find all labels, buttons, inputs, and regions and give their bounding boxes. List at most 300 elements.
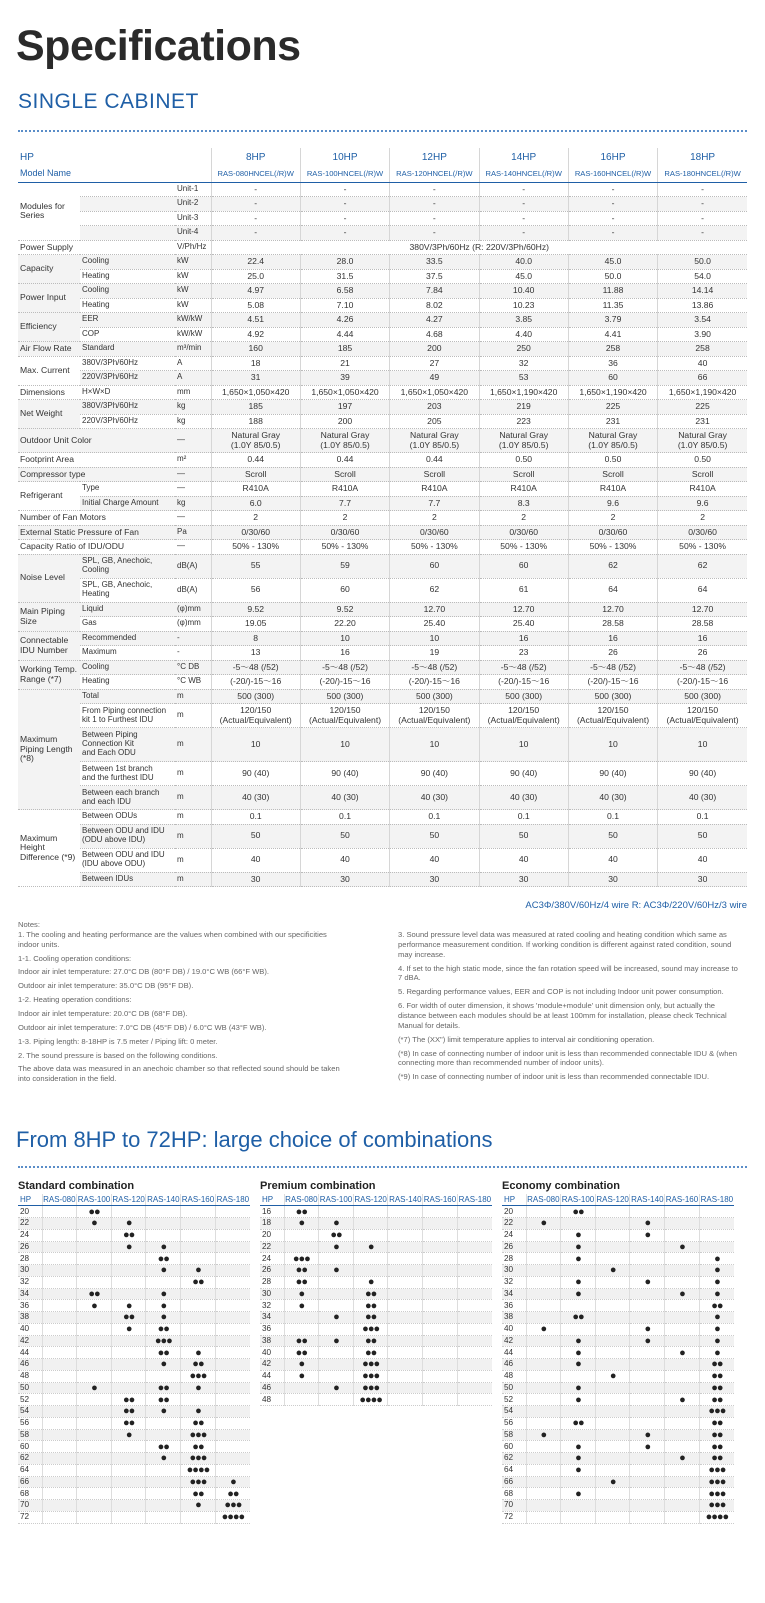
hp-value: 14HP: [479, 148, 568, 166]
combo-row: [260, 1218, 492, 1230]
spec-row: [18, 631, 747, 646]
combo-dots: [146, 1206, 181, 1218]
combo-dots: [353, 1253, 388, 1265]
spec-value: Scroll: [300, 467, 389, 482]
spec-value: R410A: [568, 482, 657, 497]
spec-value: 33.5: [390, 255, 479, 270]
combo-dots: ●: [630, 1429, 665, 1441]
spec-value: 26: [658, 646, 747, 661]
combo-hp: 46: [260, 1382, 284, 1394]
combo-dots: [457, 1370, 492, 1382]
combo-row: [502, 1441, 734, 1453]
combo-dots: [181, 1229, 216, 1241]
combo-hp: 62: [18, 1453, 42, 1465]
spec-sub-label: Maximum: [80, 646, 175, 661]
combo-dots: [42, 1206, 77, 1218]
combo-row: [260, 1335, 492, 1347]
spec-value: 9.6: [568, 496, 657, 511]
combo-dots: ●●: [699, 1429, 734, 1441]
combo-row: [260, 1253, 492, 1265]
spec-sub-label: EER: [80, 313, 175, 328]
combo-dots: [77, 1394, 112, 1406]
combo-row: [18, 1453, 250, 1465]
combo-hp: 64: [18, 1464, 42, 1476]
combo-dots: [423, 1312, 458, 1324]
combo-dots: ●: [561, 1441, 596, 1453]
combo-row: [18, 1288, 250, 1300]
combo-table: [502, 1194, 734, 1524]
spec-value: 30: [658, 872, 747, 887]
spec-row: [18, 617, 747, 632]
combo-hp: 42: [260, 1359, 284, 1371]
combo-dots: ●●●: [181, 1453, 216, 1465]
spec-unit: m²: [175, 453, 211, 468]
combo-dots: [630, 1500, 665, 1512]
combo-dots: [215, 1464, 250, 1476]
spec-row: [18, 255, 747, 270]
power-note: AC3Φ/380V/60Hz/4 wire R: AC3Φ/220V/60Hz/3 wire: [525, 900, 747, 911]
combo-row: [502, 1417, 734, 1429]
page-title: Specifications: [16, 22, 301, 70]
spec-value: 4.26: [300, 313, 389, 328]
spec-value: Natural Gray (1.0Y 85/0.5): [479, 429, 568, 453]
combo-dots: [42, 1511, 77, 1523]
combo-dots: ●●: [111, 1394, 146, 1406]
spec-value: -: [568, 211, 657, 226]
combo-dots: ●: [665, 1288, 700, 1300]
combo-dots: [457, 1288, 492, 1300]
combo-dots: [423, 1276, 458, 1288]
combo-dots: [457, 1300, 492, 1312]
combo-dots: [630, 1464, 665, 1476]
combo-dots: [595, 1312, 630, 1324]
model-name: RAS-100HNCEL(/R)W: [300, 166, 389, 182]
spec-value: 12.70: [568, 602, 657, 617]
spec-value: 225: [658, 400, 747, 415]
combo-dots: [595, 1335, 630, 1347]
spec-unit: -: [175, 631, 211, 646]
combo-dots: [181, 1394, 216, 1406]
spec-value: Scroll: [568, 467, 657, 482]
hp-value: 8HP: [211, 148, 300, 166]
combo-dots: [77, 1464, 112, 1476]
spec-value: 500 (300): [568, 689, 657, 704]
spec-row: [18, 578, 747, 602]
spec-value: 1,650×1,190×420: [568, 385, 657, 400]
spec-unit: m³/min: [175, 342, 211, 357]
spec-sub-label: Cooling: [80, 255, 175, 270]
spec-group-label: Power Supply: [18, 240, 175, 255]
spec-value: R410A: [479, 482, 568, 497]
combo-dots: [181, 1218, 216, 1230]
spec-value: 0.50: [658, 453, 747, 468]
spec-value: Scroll: [211, 467, 300, 482]
combo-dots: [595, 1347, 630, 1359]
spec-unit: (φ)mm: [175, 602, 211, 617]
combo-row: [502, 1323, 734, 1335]
combo-dots: ●: [526, 1429, 561, 1441]
combo-dots: [699, 1206, 734, 1218]
combo-hp: 36: [502, 1300, 526, 1312]
combo-dots: [526, 1488, 561, 1500]
combo-dots: ●●: [146, 1382, 181, 1394]
combo-header-cell: RAS-080: [526, 1194, 561, 1206]
combo-row: [502, 1276, 734, 1288]
combo-row: [18, 1265, 250, 1277]
combo-dots: [630, 1288, 665, 1300]
combo-row: [18, 1488, 250, 1500]
spec-value: Natural Gray (1.0Y 85/0.5): [568, 429, 657, 453]
combo-dots: ●: [284, 1288, 319, 1300]
combo-dots: ●●: [353, 1312, 388, 1324]
note-line: Notes: 1. The cooling and heating performance are the values when combined with our specificities indoor units.: [18, 920, 327, 949]
combo-dots: ●: [561, 1394, 596, 1406]
combo-dots: [319, 1370, 354, 1382]
combo-hp: 40: [260, 1347, 284, 1359]
combo-header-cell: RAS-180: [215, 1194, 250, 1206]
combo-hp: 46: [502, 1359, 526, 1371]
combo-row: [502, 1511, 734, 1523]
spec-row: [18, 356, 747, 371]
spec-value: -: [300, 226, 389, 241]
spec-value: Natural Gray (1.0Y 85/0.5): [390, 429, 479, 453]
combo-hp: 44: [502, 1347, 526, 1359]
spec-value: 7.84: [390, 284, 479, 299]
combo-dots: [423, 1229, 458, 1241]
combo-dots: [215, 1453, 250, 1465]
combo-dots: ●: [561, 1488, 596, 1500]
combo-dots: [388, 1335, 423, 1347]
combo-hp: 52: [502, 1394, 526, 1406]
spec-row: [18, 371, 747, 386]
combo-dots: [77, 1323, 112, 1335]
spec-value: 7.7: [300, 496, 389, 511]
combo-dots: ●: [561, 1464, 596, 1476]
spec-value: -: [211, 182, 300, 197]
spec-value: 0/30/60: [300, 525, 389, 540]
spec-value: 7.7: [390, 496, 479, 511]
combo-dots: ●: [284, 1300, 319, 1312]
spec-value: 40 (30): [211, 786, 300, 810]
combo-dots: ●●: [561, 1312, 596, 1324]
combo-dots: ●●●: [699, 1488, 734, 1500]
spec-value: 9.52: [211, 602, 300, 617]
spec-unit: m: [175, 786, 211, 810]
spec-value: 10: [658, 728, 747, 762]
spec-row: [18, 385, 747, 400]
spec-value: 30: [479, 872, 568, 887]
spec-value: 380V/3Ph/60Hz (R: 220V/3Ph/60Hz): [211, 240, 747, 255]
combo-dots: ●: [665, 1394, 700, 1406]
combo-dots: [42, 1265, 77, 1277]
combo-dots: ●: [561, 1241, 596, 1253]
combo-dots: [42, 1406, 77, 1418]
spec-value: 21: [300, 356, 389, 371]
combo-dots: ●●●: [699, 1500, 734, 1512]
combo-dots: [215, 1441, 250, 1453]
note-line: 1-1. Cooling operation conditions:: [18, 953, 132, 963]
spec-value: -: [658, 226, 747, 241]
spec-sub-label: Heating: [80, 269, 175, 284]
spec-value: 231: [658, 414, 747, 429]
spec-value: Scroll: [390, 467, 479, 482]
model-name: RAS-180HNCEL(/R)W: [658, 166, 747, 182]
spec-value: Natural Gray (1.0Y 85/0.5): [658, 429, 747, 453]
spec-value: 25.40: [390, 617, 479, 632]
spec-value: 10.40: [479, 284, 568, 299]
combo-dots: ●●: [146, 1323, 181, 1335]
combo-dots: [111, 1476, 146, 1488]
combo-dots: ●●: [284, 1206, 319, 1218]
combo-dots: [215, 1288, 250, 1300]
combo-dots: [77, 1441, 112, 1453]
spec-value: 0.44: [390, 453, 479, 468]
combo-dots: ●●: [561, 1206, 596, 1218]
spec-group-label: Air Flow Rate: [18, 342, 80, 357]
spec-value: 30: [300, 872, 389, 887]
combo-hp: 62: [502, 1453, 526, 1465]
combo-dots: [630, 1488, 665, 1500]
combo-dots: [526, 1394, 561, 1406]
combo-dots: [215, 1335, 250, 1347]
combo-row: [18, 1347, 250, 1359]
combo-dots: [457, 1241, 492, 1253]
spec-value: 45.0: [479, 269, 568, 284]
combo-dots: ●: [146, 1300, 181, 1312]
combo-dots: ●●: [146, 1347, 181, 1359]
combo-dots: [215, 1241, 250, 1253]
spec-value: 223: [479, 414, 568, 429]
combo-dots: ●: [595, 1476, 630, 1488]
spec-sub-label: 380V/3Ph/60Hz: [80, 400, 175, 415]
spec-value: 120/150 (Actual/Equivalent): [211, 704, 300, 728]
combo-dots: [215, 1229, 250, 1241]
combo-dots: ●: [111, 1429, 146, 1441]
combo-hp: 26: [502, 1241, 526, 1253]
combo-dots: ●●: [181, 1488, 216, 1500]
combo-dots: [423, 1218, 458, 1230]
combo-dots: [526, 1265, 561, 1277]
combo-row: [260, 1312, 492, 1324]
combo-dots: [665, 1406, 700, 1418]
spec-value: 90 (40): [658, 762, 747, 786]
spec-value: 26: [568, 646, 657, 661]
combo-dots: [665, 1511, 700, 1523]
spec-value: 120/150 (Actual/Equivalent): [390, 704, 479, 728]
combo-hp: 18: [260, 1218, 284, 1230]
combo-header-cell: RAS-140: [388, 1194, 423, 1206]
combo-row: [18, 1323, 250, 1335]
combo-dots: [111, 1441, 146, 1453]
spec-value: 40: [658, 356, 747, 371]
spec-unit: m: [175, 762, 211, 786]
combo-row: [502, 1265, 734, 1277]
combo-row: [502, 1382, 734, 1394]
spec-row: [18, 284, 747, 299]
combo-dots: [423, 1265, 458, 1277]
combo-dots: [457, 1276, 492, 1288]
spec-group-label: Power Input: [18, 284, 80, 313]
spec-row: [18, 226, 747, 241]
spec-row: [18, 810, 747, 825]
spec-value: 40 (30): [568, 786, 657, 810]
spec-group-label: Max. Current: [18, 356, 80, 385]
spec-value: 1,650×1,190×420: [658, 385, 747, 400]
spec-row: [18, 540, 747, 555]
combo-dots: [77, 1347, 112, 1359]
combo-header-row: [260, 1194, 492, 1206]
spec-sub-label: [80, 226, 175, 241]
combo-hp: 36: [260, 1323, 284, 1335]
combo-dots: [699, 1241, 734, 1253]
spec-row: [18, 313, 747, 328]
combo-dots: ●●: [699, 1441, 734, 1453]
spec-value: -: [300, 182, 389, 197]
spec-value: 3.79: [568, 313, 657, 328]
combo-dots: ●●: [284, 1347, 319, 1359]
combo-row: [18, 1406, 250, 1418]
combo-dots: [319, 1323, 354, 1335]
combo-dots: [388, 1394, 423, 1406]
combo-header-cell: HP: [18, 1194, 42, 1206]
combo-dots: ●: [181, 1265, 216, 1277]
combo-dots: [353, 1206, 388, 1218]
combo-dots: ●●: [146, 1441, 181, 1453]
combo-dots: [111, 1335, 146, 1347]
combo-dots: [77, 1476, 112, 1488]
combo-dots: [526, 1288, 561, 1300]
spec-value: -5～48 (/52): [300, 660, 389, 675]
combo-row: [502, 1394, 734, 1406]
combo-dots: [630, 1206, 665, 1218]
combo-dots: ●: [181, 1382, 216, 1394]
combo-dots: [388, 1312, 423, 1324]
combo-dots: [215, 1312, 250, 1324]
combo-dots: ●●: [284, 1335, 319, 1347]
combo-dots: ●: [319, 1241, 354, 1253]
spec-value: 1,650×1,050×420: [300, 385, 389, 400]
combo-dots: [388, 1347, 423, 1359]
spec-value: 25.0: [211, 269, 300, 284]
spec-value: 0.1: [658, 810, 747, 825]
combo-dots: ●●●: [699, 1476, 734, 1488]
combo-row: [502, 1229, 734, 1241]
combo-dots: [111, 1359, 146, 1371]
spec-value: 37.5: [390, 269, 479, 284]
spec-unit: dB(A): [175, 578, 211, 602]
combo-dots: [699, 1229, 734, 1241]
spec-value: 18: [211, 356, 300, 371]
spec-value: 66: [658, 371, 747, 386]
spec-group-label: Footprint Area: [18, 453, 175, 468]
spec-unit: kW/kW: [175, 327, 211, 342]
combo-dots: [42, 1276, 77, 1288]
combo-dots: [77, 1241, 112, 1253]
spec-value: 60: [300, 578, 389, 602]
combo-dots: ●●: [699, 1417, 734, 1429]
combo-hp: 16: [260, 1206, 284, 1218]
combo-dots: [526, 1300, 561, 1312]
spec-value: 0.1: [568, 810, 657, 825]
combo-dots: [388, 1265, 423, 1277]
combo-dots: ●●●: [181, 1429, 216, 1441]
spec-value: 10: [390, 631, 479, 646]
spec-sub-label: Total: [80, 689, 175, 704]
combo-row: [18, 1511, 250, 1523]
combo-dots: ●: [699, 1335, 734, 1347]
combo-dots: [388, 1323, 423, 1335]
combo-dots: ●●: [146, 1253, 181, 1265]
combo-dots: [665, 1476, 700, 1488]
combo-header-cell: RAS-160: [181, 1194, 216, 1206]
spec-value: 50% - 130%: [211, 540, 300, 555]
combo-row: [502, 1253, 734, 1265]
combo-dots: [630, 1511, 665, 1523]
combo-dots: [561, 1265, 596, 1277]
combo-dots: [111, 1288, 146, 1300]
combo-row: [18, 1335, 250, 1347]
combo-dots: [665, 1218, 700, 1230]
combo-dots: ●: [319, 1218, 354, 1230]
spec-value: 120/150 (Actual/Equivalent): [300, 704, 389, 728]
combo-dots: [630, 1300, 665, 1312]
combo-dots: ●●: [353, 1347, 388, 1359]
combo-dots: [77, 1335, 112, 1347]
combo-dots: [595, 1417, 630, 1429]
spec-value: (-20/)-15～16: [300, 675, 389, 690]
spec-unit: m: [175, 848, 211, 872]
note-line: Outdoor air inlet temperature: 35.0°C DB (95°F DB).: [18, 981, 194, 991]
combo-dots: [215, 1429, 250, 1441]
combo-dots: ●: [699, 1253, 734, 1265]
combo-dots: [526, 1253, 561, 1265]
spec-unit: Pa: [175, 525, 211, 540]
combo-dots: [561, 1323, 596, 1335]
combo-dots: [526, 1206, 561, 1218]
premium-combination: [260, 1180, 492, 1406]
combo-dots: ●●●: [699, 1406, 734, 1418]
combo-hp: 32: [18, 1276, 42, 1288]
spec-value: 219: [479, 400, 568, 415]
spec-row: [18, 453, 747, 468]
combo-dots: ●: [665, 1347, 700, 1359]
combo-dots: [595, 1288, 630, 1300]
combo-dots: [146, 1511, 181, 1523]
combo-dots: [319, 1394, 354, 1406]
note-line: Indoor air inlet temperature: 20.0°C DB (68°F DB).: [18, 1009, 188, 1019]
combo-dots: [215, 1417, 250, 1429]
spec-value: 49: [390, 371, 479, 386]
combo-dots: [42, 1453, 77, 1465]
combo-dots: [630, 1359, 665, 1371]
combo-hp: 22: [260, 1241, 284, 1253]
combo-dots: [457, 1359, 492, 1371]
combo-dots: [215, 1206, 250, 1218]
combo-dots: ●●: [146, 1394, 181, 1406]
spec-value: 50% - 130%: [479, 540, 568, 555]
spec-value: -: [390, 211, 479, 226]
spec-sub-label: Between each branch and each IDU: [80, 786, 175, 810]
spec-value: 31: [211, 371, 300, 386]
spec-sub-label: Recommended: [80, 631, 175, 646]
spec-value: 9.6: [658, 496, 747, 511]
combo-dots: ●: [319, 1335, 354, 1347]
combo-dots: ●: [111, 1300, 146, 1312]
combo-dots: ●: [111, 1241, 146, 1253]
spec-unit: A: [175, 371, 211, 386]
combo-dots: [111, 1347, 146, 1359]
spec-value: 55: [211, 554, 300, 578]
